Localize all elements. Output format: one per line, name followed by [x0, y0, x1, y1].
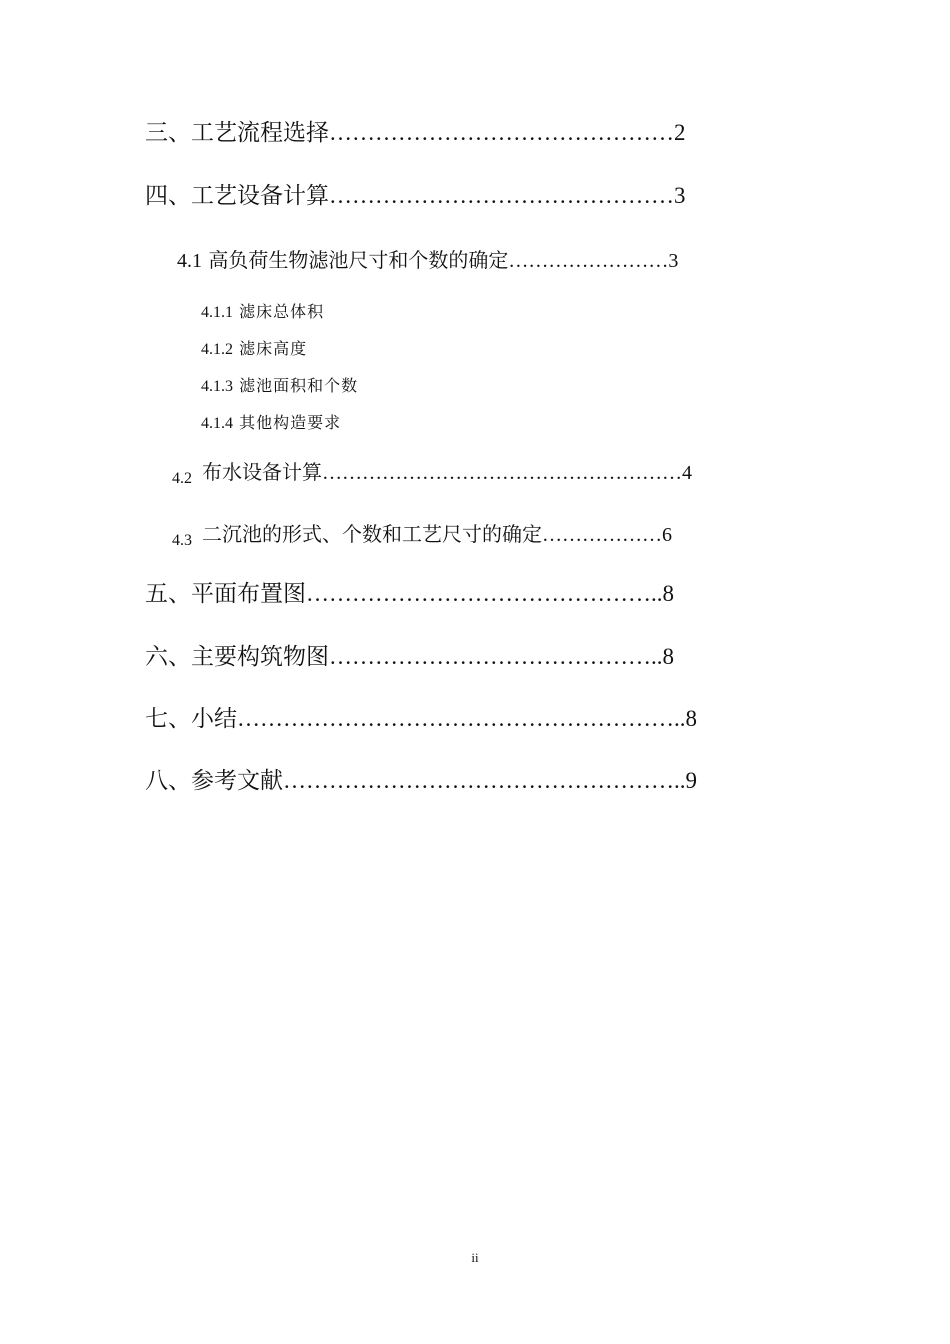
toc-leader-dots: ………………………………………..: [306, 581, 663, 606]
toc-page-number: 3: [674, 183, 686, 208]
toc-title: 布水设备计算: [202, 460, 322, 484]
toc-title: 高负荷生物滤池尺寸和个数的确定: [208, 248, 509, 272]
toc-title: 八、参考文献: [145, 768, 283, 794]
toc-leader-dots: ………………………………………: [329, 120, 674, 145]
toc-leader-dots: ………………: [542, 524, 662, 546]
toc-entry-section-4-1[interactable]: [177, 246, 742, 274]
toc-number: 4.1.2: [201, 341, 233, 358]
toc-number: 4.1.3: [201, 378, 233, 395]
toc-number: 4.2: [172, 470, 192, 486]
toc-title: 其他构造要求: [239, 413, 342, 432]
toc-entry-section-4-1-3[interactable]: [201, 375, 358, 397]
toc-title: 二沉池的形式、个数和工艺尺寸的确定: [202, 522, 542, 546]
toc-title: 滤床总体积: [239, 302, 325, 321]
toc-entry-section-7[interactable]: [145, 704, 745, 734]
toc-page-number: 4: [682, 462, 692, 484]
toc-leader-dots: …………………………………………………..: [237, 706, 686, 731]
toc-title: 三、工艺流程选择: [145, 120, 329, 146]
toc-title: 滤池面积和个数: [239, 376, 359, 395]
toc-page-number: 9: [685, 768, 697, 793]
toc-leader-dots: ……………………………………………..: [283, 768, 686, 793]
toc-leader-dots: ………………………………………………: [322, 462, 682, 484]
toc-title: 五、平面布置图: [145, 581, 306, 607]
toc-page-number: 6: [662, 524, 672, 546]
page-footer-number: ii: [471, 1250, 479, 1265]
toc-title: 四、工艺设备计算: [145, 183, 329, 209]
toc-leader-dots: ……………………………………..: [329, 644, 663, 669]
toc-leader-dots: ………………………………………: [329, 183, 674, 208]
toc-entry-section-4-3[interactable]: [172, 520, 737, 548]
toc-page-number: 3: [668, 250, 679, 272]
toc-title: 滤床高度: [239, 339, 308, 358]
toc-entry-section-5[interactable]: [145, 579, 745, 609]
toc-entry-section-6[interactable]: [145, 642, 745, 672]
toc-number: 4.3: [172, 532, 192, 548]
toc-page-number: 2: [674, 120, 686, 145]
toc-entry-section-3[interactable]: [145, 118, 745, 148]
toc-number: 4.1.4: [201, 415, 233, 432]
toc-number: 4.1: [177, 250, 202, 272]
toc-entry-section-4-1-2[interactable]: [201, 338, 307, 360]
toc-page-number: 8: [685, 706, 697, 731]
toc-entry-section-4[interactable]: [145, 181, 745, 211]
toc-leader-dots: ……………………: [508, 250, 669, 272]
toc-page-number: 8: [662, 644, 674, 669]
toc-entry-section-4-2[interactable]: [172, 458, 737, 486]
toc-entry-section-4-1-1[interactable]: [201, 301, 324, 323]
toc-page-number: 8: [662, 581, 674, 606]
toc-title: 七、小结: [145, 706, 237, 732]
toc-title: 六、主要构筑物图: [145, 644, 329, 670]
toc-entry-section-8[interactable]: [145, 766, 745, 796]
toc-number: 4.1.1: [201, 304, 233, 321]
toc-entry-section-4-1-4[interactable]: [201, 412, 341, 434]
